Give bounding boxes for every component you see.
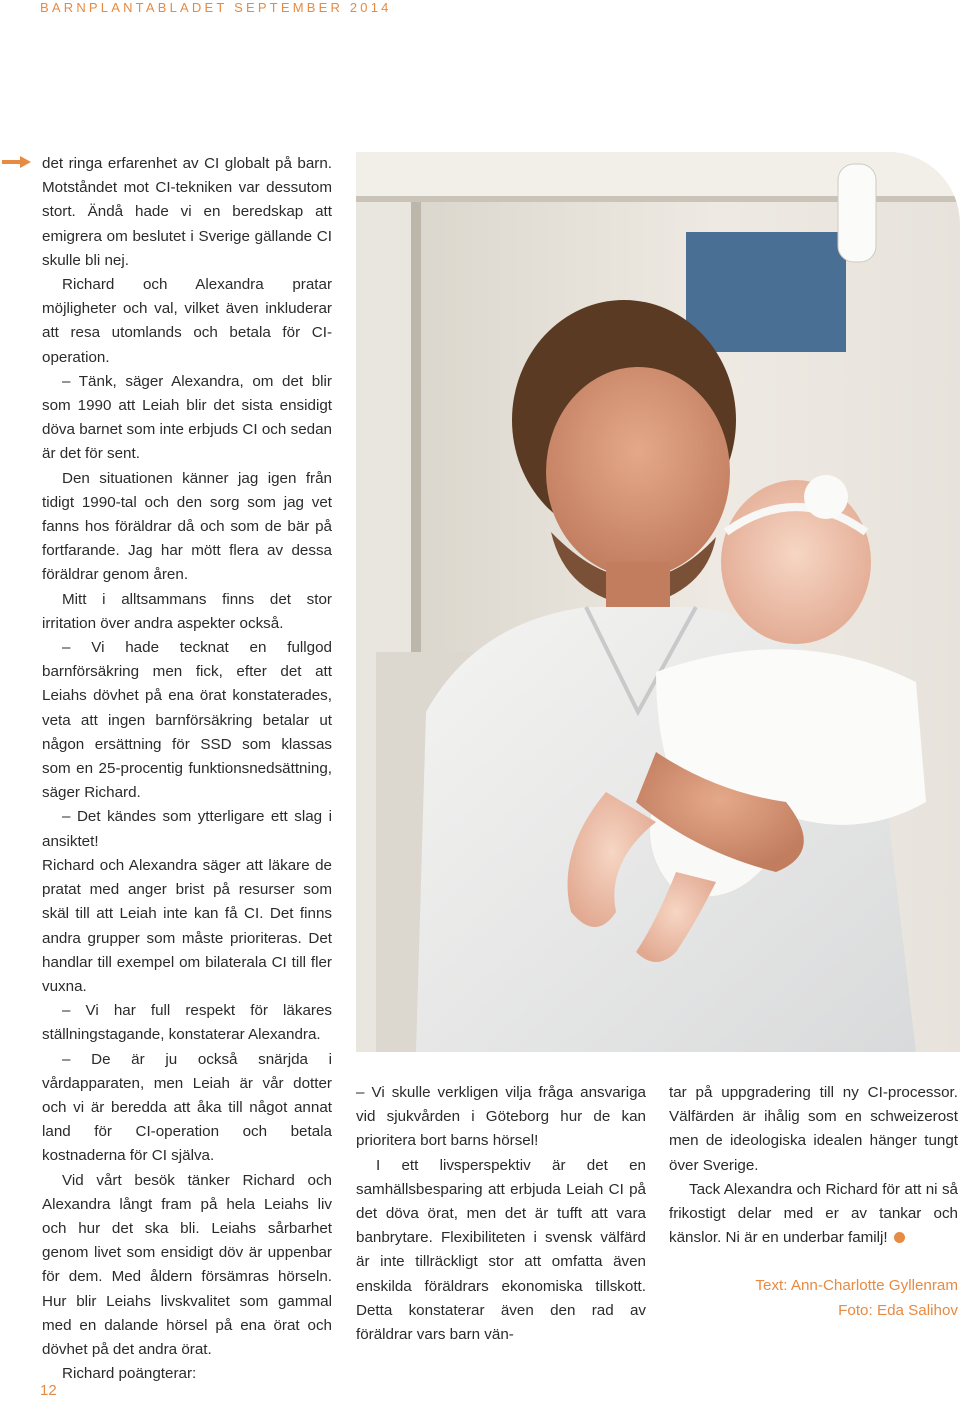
paragraph: tar på uppgradering till ny CI-processor. Välfärden är ihålig som en schweizerost men de ideologiska idealen hänger tungt över Sverige.	[669, 1084, 958, 1174]
paragraph: Richard poängterar:	[62, 1365, 197, 1383]
paragraph	[669, 1178, 958, 1251]
paragraph: – De är ju också snärjda i vårdapparaten, men Leiah är vår dotter och vi är beredda att åka till något annat land för CI-operation och betala kostnaderna för CI själva.	[42, 1050, 332, 1165]
paragraph: – Tänk, säger Alexandra, om det blir som 1990 att Leiah blir det sista ensidigt döva barnet som inte erbjuds CI och sedan är det för sent.	[42, 372, 332, 463]
article-column-3	[669, 1081, 958, 1323]
paragraph: Mitt i alltsammans finns det stor irritation över andra aspekter också.	[42, 590, 332, 632]
paragraph: Richard och Alexandra pratar möjligheter och val, vilket även inkluderar att resa utomlands och betala för CI-operation.	[42, 276, 332, 366]
end-dot-icon	[894, 1232, 905, 1243]
article-column-1	[42, 152, 332, 1386]
page-number: 12	[40, 1382, 57, 1399]
paragraph: Vid vårt besök tänker Richard och Alexandra långt fram på hela Leiahs liv och hur det ska bli. Leiahs sårbarhet genom livet som ensidigt döv är uppenbar för dem. Med åldern försämras hörseln. Hur blir Leiahs livskvalitet som gammal med en dalande hörsel på ena örat och dövhet på det andra örat.	[42, 1171, 332, 1358]
text-credit: Text: Ann-Charlotte Gyllenram	[755, 1277, 958, 1295]
paragraph: – Vi har full respekt för läkares ställningstagande, konstaterar Alexandra.	[42, 1002, 332, 1044]
paragraph: Den situationen känner jag igen från tidigt 1990-tal och den sorg som jag vet fanns hos föräldrar då och som de bär på fortfarande. Jag har mött flera av dessa föräldrar genom åren.	[42, 469, 332, 584]
photo-father-and-daughter	[356, 152, 960, 1052]
paragraph: det ringa erfarenhet av CI globalt på barn. Motståndet mot CI-tekniken var dessutom stort. Ändå hade vi en beredskap att emigrera om beslutet i Sverige gällande CI skulle bli nej.	[42, 155, 332, 269]
article-column-2	[356, 1081, 646, 1347]
paragraph: – Vi hade tecknat en fullgod barnförsäkring men fick, efter det att Leiahs dövhet på ena örat konstaterades, veta att ingen barnförsäkring betalar ut någon ersättning för SSD som klassas som en 25-procentig funktionsnedsättning, säger Richard.	[42, 639, 332, 802]
paragraph: Richard och Alexandra säger att läkare de pratat med anger brist på resurser som skäl till att Leiah inte kan få CI. Det finns andra grupper som måste prioriteras. Det handlar till exempel om bilaterala CI till fler vuxna.	[42, 856, 332, 995]
photo-illustration	[356, 152, 960, 1052]
paragraph: – Vi skulle verkligen vilja fråga ansvariga vid sjukvården i Göteborg hur de kan prioritera bort barns hörsel!	[356, 1084, 646, 1150]
running-head: BARNPLANTABLADET SEPTEMBER 2014	[40, 0, 392, 15]
spacer	[669, 1250, 958, 1274]
closing-text: Tack Alexandra och Richard för att ni så frikostigt delar med er av tankar och känslor. Ni är en underbar familj!	[669, 1180, 958, 1247]
paragraph: – Det kändes som ytterligare ett slag i ansiktet!	[42, 808, 332, 850]
photo-credit: Foto: Eda Salihov	[838, 1301, 958, 1319]
paragraph: I ett livsperspektiv är det en samhällsbesparing att erbjuda Leiah CI på det döva örat, men det är tufft att vara banbrytare. Flexibiliteten i svensk välfärd är inte tillräckligt stor att omfatta även enskilda föräldrars ekonomiska tillskott. Detta konstaterar även den rad av föräldrar vars barn vän-	[356, 1156, 646, 1344]
arrow-right-icon	[2, 155, 32, 169]
